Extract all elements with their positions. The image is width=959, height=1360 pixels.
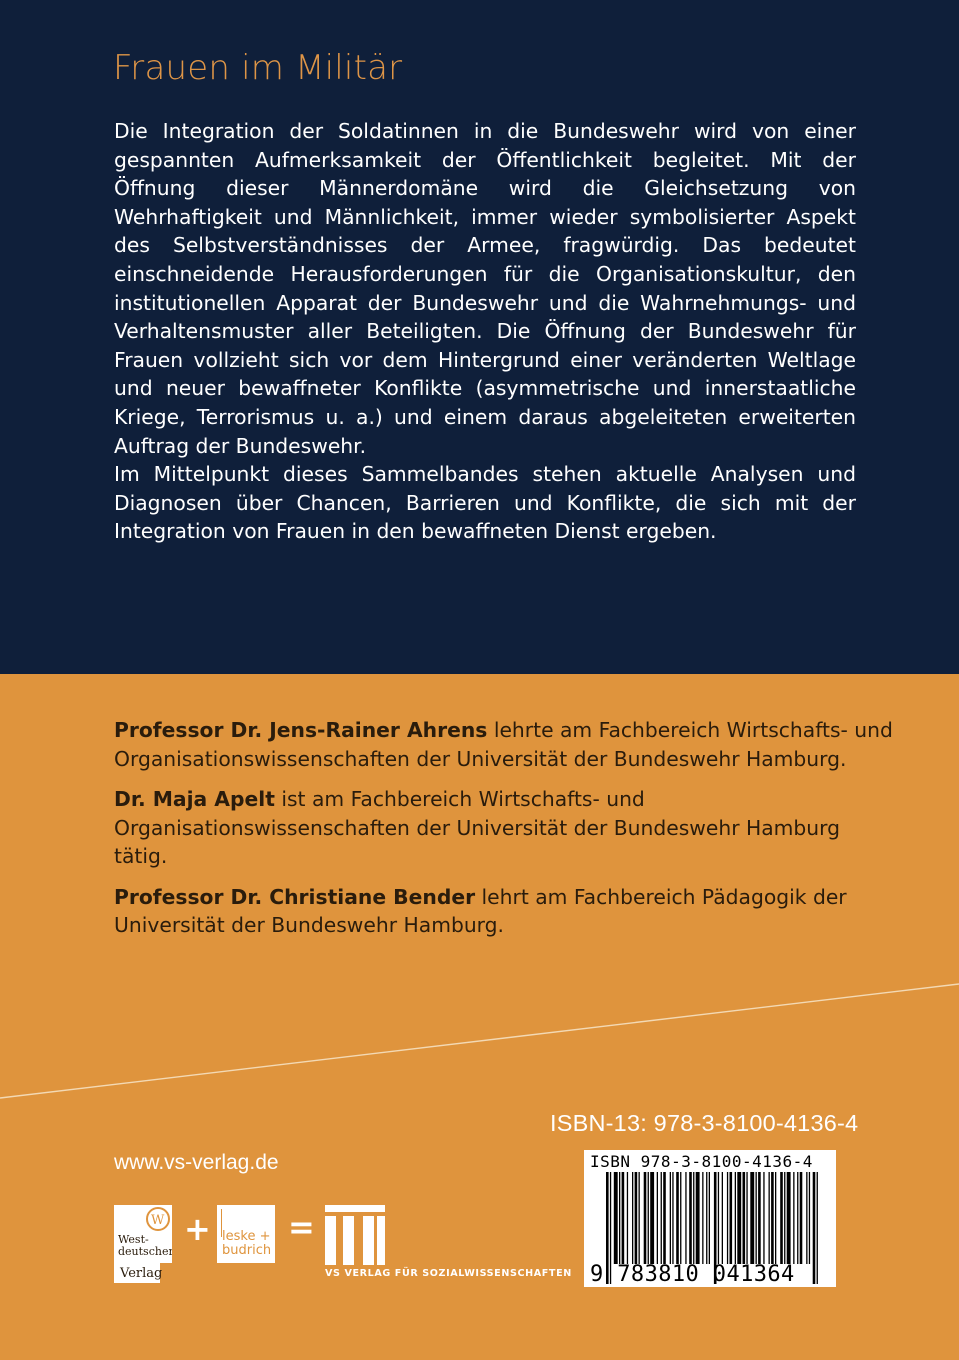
barcode-bar — [670, 1172, 671, 1264]
barcode-bar — [771, 1172, 774, 1264]
barcode-bar — [746, 1172, 747, 1264]
barcode-bar — [817, 1172, 818, 1284]
wdv-line-1: West- — [118, 1233, 149, 1246]
author-name: Dr. Maja Apelt — [114, 787, 275, 811]
wdv-line-2: deutscher — [118, 1245, 172, 1258]
barcode-bar — [639, 1172, 640, 1264]
barcode-bar — [758, 1172, 761, 1264]
book-title: Frauen im Militär — [113, 48, 403, 88]
barcode-bar — [689, 1172, 692, 1264]
isbn-label: ISBN-13: 978-3-8100-4136-4 — [550, 1110, 859, 1136]
barcode-bar — [693, 1172, 694, 1264]
barcode-bar — [650, 1172, 654, 1264]
barcode-bar — [797, 1172, 798, 1264]
equals-sign: = — [288, 1208, 315, 1246]
barcode-bar — [644, 1172, 647, 1264]
svg-text:W: W — [151, 1213, 165, 1228]
barcode-bar — [756, 1172, 757, 1264]
barcode-bar — [619, 1172, 620, 1264]
description-paragraph: Im Mittelpunkt dieses Sammelbandes stehen aktuelle Analysen und Diagnosen über Chancen, Barrieren und Konflikte, die sich mit der Integration von Frauen in den bewaffneten Dienst ergeben. — [114, 462, 856, 544]
barcode-bar — [635, 1172, 638, 1264]
barcode-bar — [632, 1172, 633, 1264]
barcode-bar — [680, 1172, 681, 1264]
barcode-bar — [813, 1172, 816, 1284]
barcode-bar — [730, 1172, 733, 1264]
barcode-bar — [763, 1172, 764, 1264]
author-bio-text: lehrt am Fachbereich Pädagogik der Universität der Bundeswehr Hamburg. — [114, 884, 847, 937]
author-bio-text: lehrte am Fachbereich Wirtschafts- und Organisationswissenschaften der Universität der Bundeswehr Hamburg. — [114, 718, 893, 771]
barcode-bar — [800, 1172, 803, 1264]
author-bio-text: ist am Fachbereich Wirtschafts- und Organisationswissenschaften der Universität der Bundeswehr Hamburg tätig. — [114, 787, 841, 868]
barcode-bar — [750, 1172, 754, 1264]
barcode-bar — [775, 1172, 776, 1264]
barcode-bar — [722, 1172, 723, 1264]
barcode-bar — [735, 1172, 736, 1264]
barcode-bar — [793, 1172, 794, 1264]
barcode-bar — [614, 1172, 618, 1264]
barcode-bar — [769, 1172, 770, 1264]
vs-verlag-caption: VS VERLAG FÜR SOZIALWISSENSCHAFTEN — [325, 1268, 572, 1279]
barcode-bar — [622, 1172, 625, 1264]
description-paragraph: Die Integration der Soldatinnen in die Bundeswehr wird von einer gespannten Aufmerksamkeit der Öffentlichkeit begleitet. Mit der Öffnung dieser Männerdomäne wird die Gleichsetzung von Wehrhaftigkeit und Männlichkeit, immer wieder symbolisierter Aspekt des Selbstverständnisses der Armee, fragwürdig. Das bedeutet einschneidende Herausforderungen für die Organisationskultur, den institutionellen Apparat der Bundeswehr und die Wahrnehmungs- und Verhaltensmuster aller Beteiligten. Die Öffnung der Bundeswehr für Frauen vollzieht sich vor dem Hintergrund einer veränderten Weltlage und neuer bewaffneter Konflikte (asymmetrische und innerstaatliche Kriege, Terrorismus u. a.) und einem daraus abgeleiteten erweiterten Auftrag der Bundeswehr. — [114, 119, 856, 458]
isbn-barcode — [584, 1150, 836, 1287]
barcode-bar — [706, 1172, 707, 1264]
barcode-bar — [737, 1172, 741, 1264]
barcode-bar — [657, 1172, 658, 1264]
barcode-bar — [780, 1172, 783, 1264]
barcode-bar — [784, 1172, 785, 1264]
barcode-bar — [743, 1172, 746, 1264]
barcode-bar — [676, 1172, 679, 1264]
publisher-website[interactable]: www.vs-verlag.de — [114, 1151, 279, 1174]
barcode-bar — [727, 1172, 728, 1264]
barcode-bar — [809, 1172, 810, 1264]
leske-budrich-logo — [217, 1205, 275, 1263]
barcode-bar — [627, 1172, 628, 1264]
barcode-bar — [718, 1172, 719, 1264]
barcode-bar — [661, 1172, 662, 1264]
barcode-bar — [696, 1172, 700, 1264]
barcode-bar — [709, 1172, 710, 1264]
author-name: Professor Dr. Jens-Rainer Ahrens — [114, 718, 488, 742]
barcode-bar — [685, 1172, 686, 1264]
barcode-digits: 9 783810 041364 — [590, 1262, 795, 1287]
leske-line-1: leske + — [222, 1229, 271, 1244]
barcode-bar — [806, 1172, 807, 1264]
barcode-bar — [672, 1172, 673, 1264]
barcode-bar — [702, 1172, 703, 1264]
barcode-bar — [663, 1172, 666, 1264]
vs-verlag-logo — [325, 1205, 385, 1265]
wdv-line-3: Verlag — [120, 1266, 163, 1281]
author-name: Professor Dr. Christiane Bender — [114, 884, 476, 909]
leske-line-2: budrich — [222, 1243, 272, 1258]
barcode-isbn-text: ISBN 978-3-8100-4136-4 — [590, 1152, 813, 1171]
barcode-bar — [648, 1172, 649, 1264]
westdeutscher-verlag-logo — [114, 1205, 172, 1285]
plus-sign: + — [184, 1210, 211, 1248]
barcode-bar — [787, 1172, 791, 1264]
